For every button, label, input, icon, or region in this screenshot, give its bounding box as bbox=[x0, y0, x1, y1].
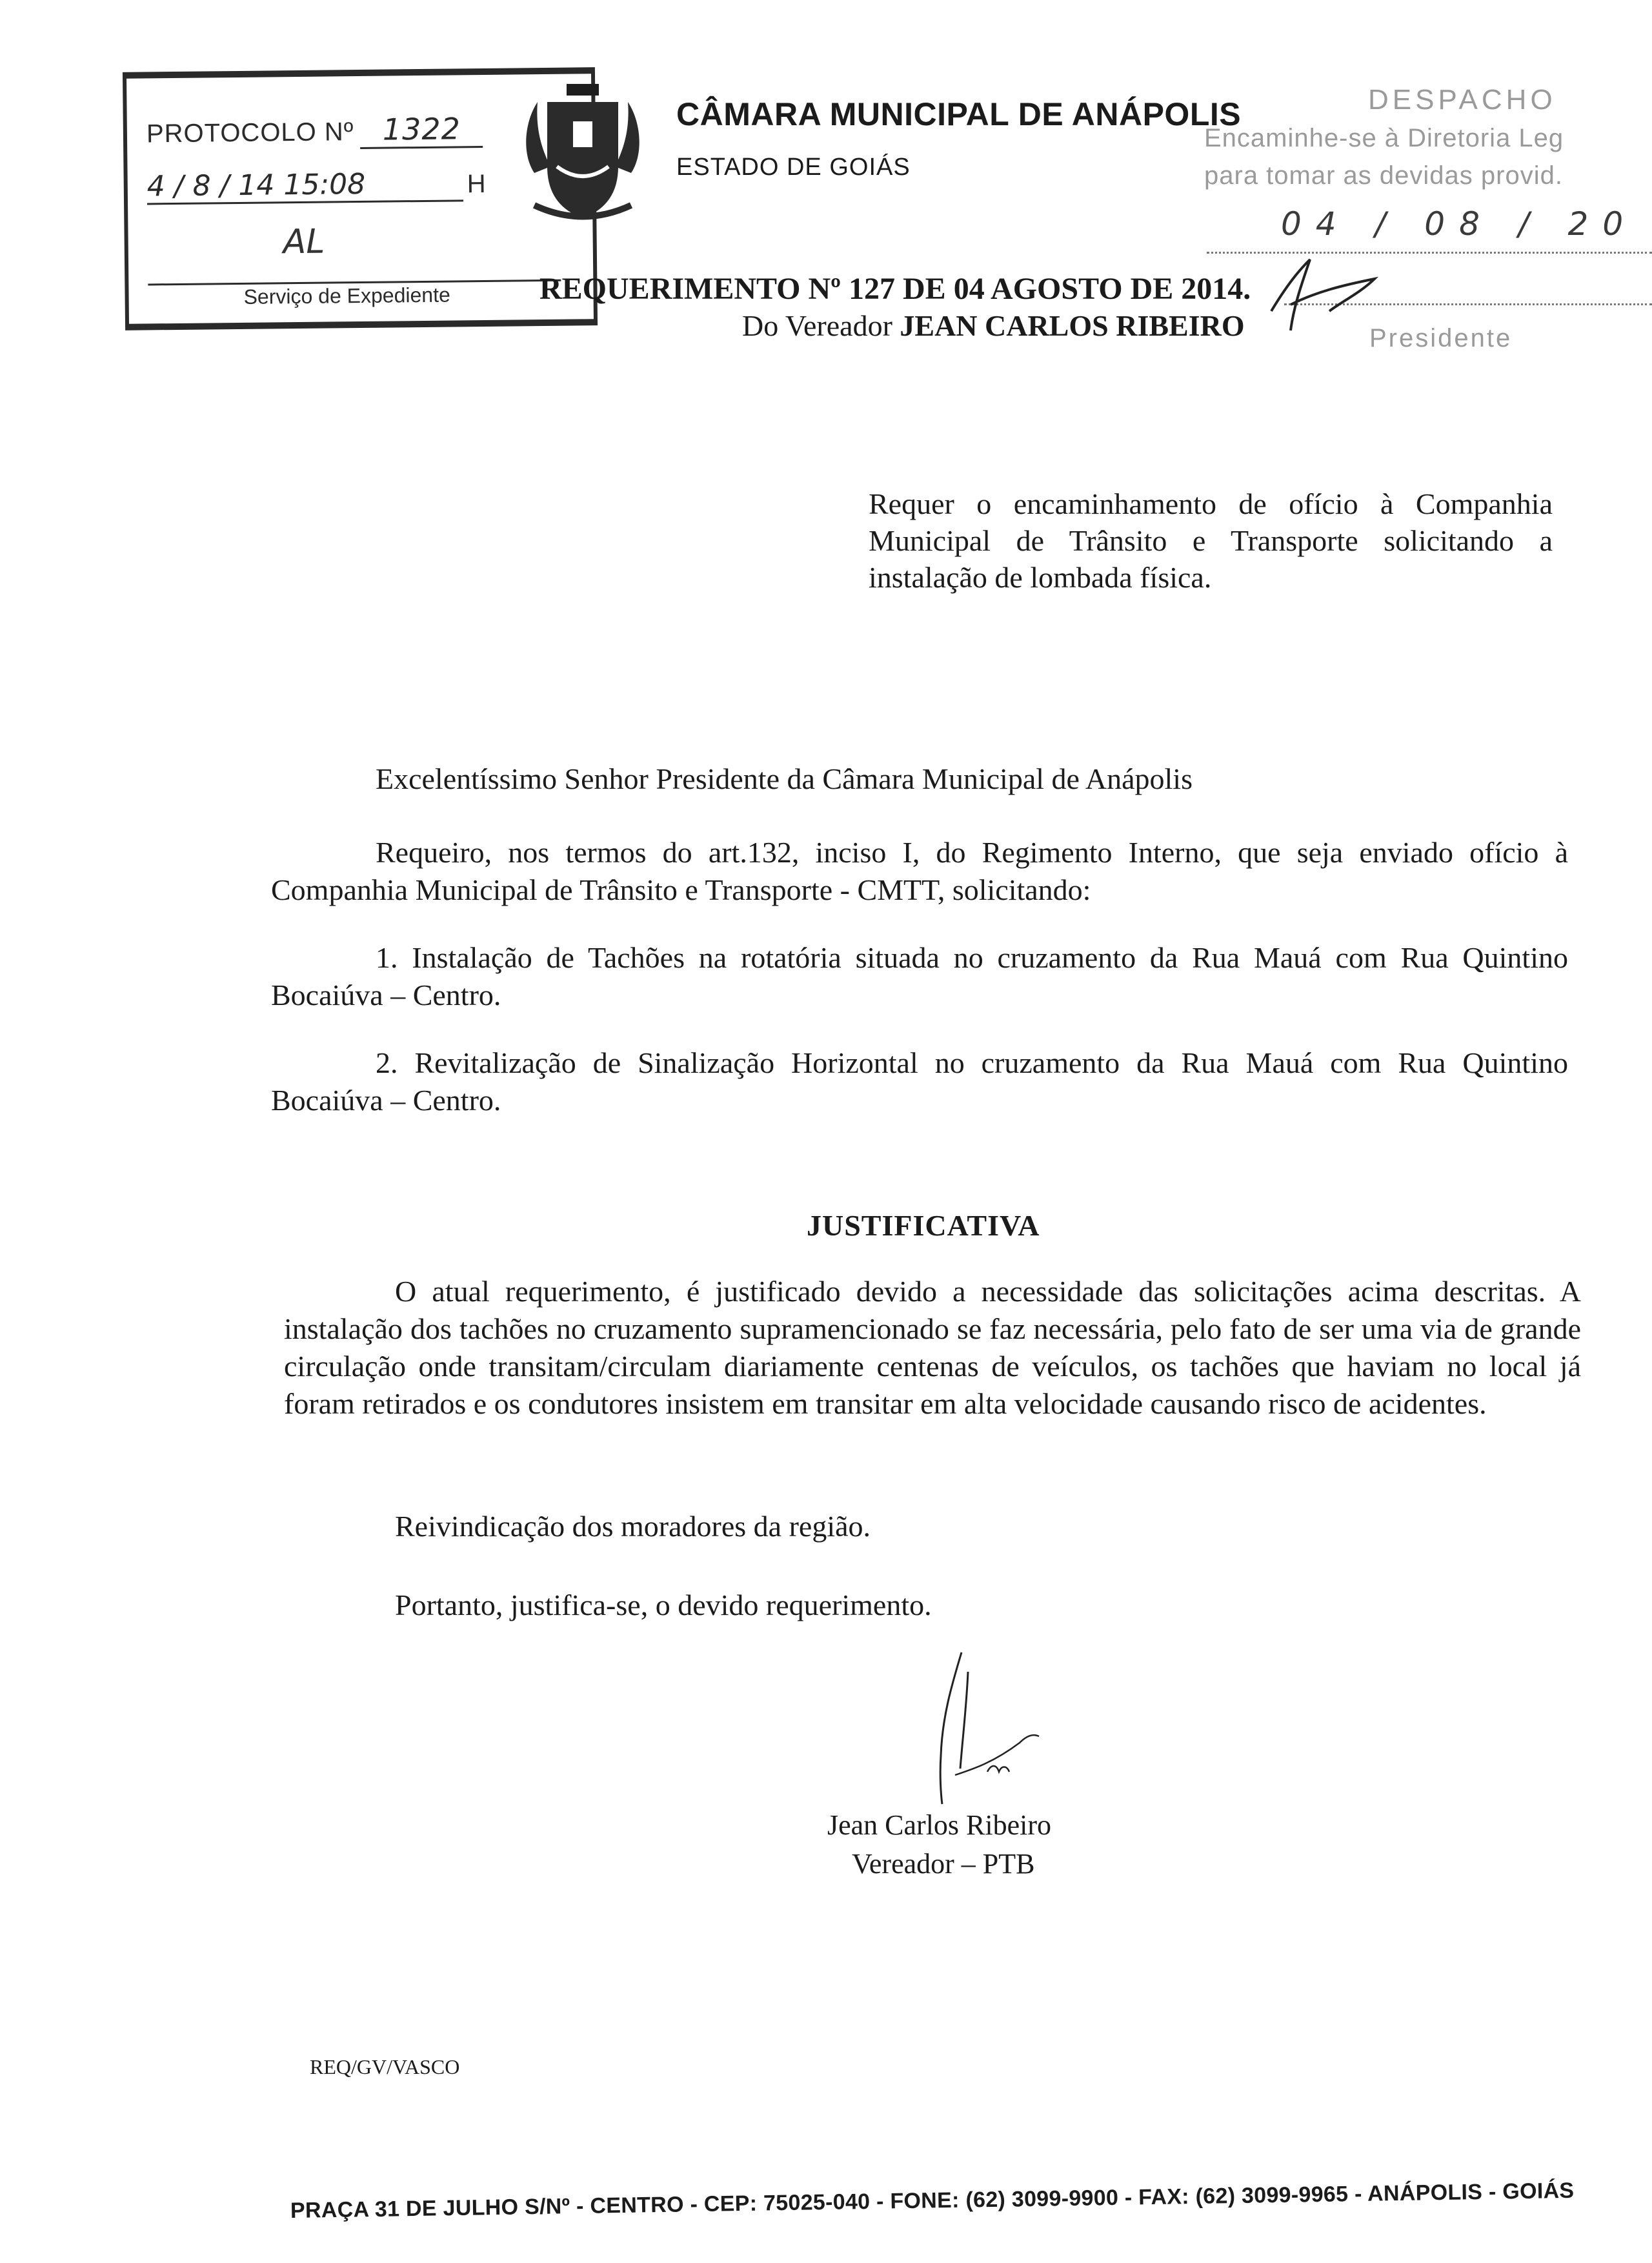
closing-paragraph: Portanto, justifica-se, o devido requerimento. bbox=[395, 1588, 932, 1621]
requerimento-title: REQUERIMENTO Nº 127 DE 04 AGOSTO DE 2014. bbox=[539, 272, 1251, 306]
despacho-date: 04 / 08 / 20 bbox=[1281, 205, 1638, 243]
protocol-footer-label: Serviço de Expediente bbox=[243, 283, 450, 309]
reference-code: REQ/GV/VASCO bbox=[310, 2055, 460, 2078]
claim-paragraph: Reivindicação dos moradores da região. bbox=[395, 1510, 871, 1543]
justification-heading: JUSTIFICATIVA bbox=[807, 1209, 1040, 1242]
despacho-title: DESPACHO bbox=[1368, 84, 1556, 116]
ementa: Requer o encaminhamento de ofício à Companhia Municipal de Trânsito e Transporte solicitando a instalação de lombada física. bbox=[869, 487, 1553, 594]
organization-name: CÂMARA MUNICIPAL DE ANÁPOLIS bbox=[676, 96, 1242, 132]
protocol-initials: AL bbox=[283, 222, 325, 262]
author-prefix: Do Vereador bbox=[742, 309, 900, 342]
signature-icon bbox=[891, 1646, 1058, 1807]
protocol-date-line bbox=[147, 167, 486, 205]
despacho-signer: Presidente bbox=[1369, 324, 1513, 352]
intro-paragraph: Requeiro, nos termos do art.132, inciso I, do Regimento Interno, que seja enviado ofício à Companhia Municipal de Trânsito e Transporte - CMTT, solicitando: bbox=[271, 836, 1568, 906]
protocol-number-line bbox=[146, 111, 483, 151]
salutation: Excelentíssimo Senhor Presidente da Câmara Municipal de Anápolis bbox=[376, 762, 1193, 795]
state-name: ESTADO DE GOIÁS bbox=[676, 154, 911, 181]
despacho-line-1: Encaminhe-se à Diretoria Leg bbox=[1204, 124, 1564, 152]
requerimento-author bbox=[742, 309, 1245, 343]
footer-address: PRAÇA 31 DE JULHO S/Nº - CENTRO - CEP: 75025-040 - FONE: (62) 3099-9900 - FAX: (62) 3099-9965 - ANÁPOLIS - GOIÁS bbox=[290, 2178, 1575, 2223]
protocol-number: 1322 bbox=[360, 111, 483, 149]
coat-of-arms-icon bbox=[521, 76, 644, 225]
justification-paragraph: O atual requerimento, é justificado devido a necessidade das solicitações acima descritas. A instalação dos tachões no cruzamento supramencionado se faz necessária, pelo fato de ser uma via de grande circulação onde transitam/circulam diariamente centenas de veículos, os tachões que haviam no local já foram retirados e os condutores insistem em transitar em alta velocidade causando risco de acidentes. bbox=[284, 1275, 1581, 1420]
protocol-date: 4 / 8 / 14 15:08 bbox=[147, 167, 464, 205]
request-item-2: 2. Revitalização de Sinalização Horizontal no cruzamento da Rua Mauá com Rua Quintino Bocaiúva – Centro. bbox=[271, 1046, 1568, 1117]
president-signature-icon bbox=[1265, 240, 1407, 337]
signer-role: Vereador – PTB bbox=[852, 1848, 1035, 1880]
request-item-1: 1. Instalação de Tachões na rotatória situada no cruzamento da Rua Mauá com Rua Quintino Bocaiúva – Centro. bbox=[271, 941, 1568, 1011]
protocol-label: PROTOCOLO Nº bbox=[146, 117, 354, 148]
signer-name: Jean Carlos Ribeiro bbox=[827, 1809, 1052, 1841]
protocol-hour-suffix: H bbox=[467, 169, 486, 199]
despacho-line-2: para tomar as devidas provid. bbox=[1204, 161, 1563, 190]
author-name: JEAN CARLOS RIBEIRO bbox=[900, 309, 1245, 342]
